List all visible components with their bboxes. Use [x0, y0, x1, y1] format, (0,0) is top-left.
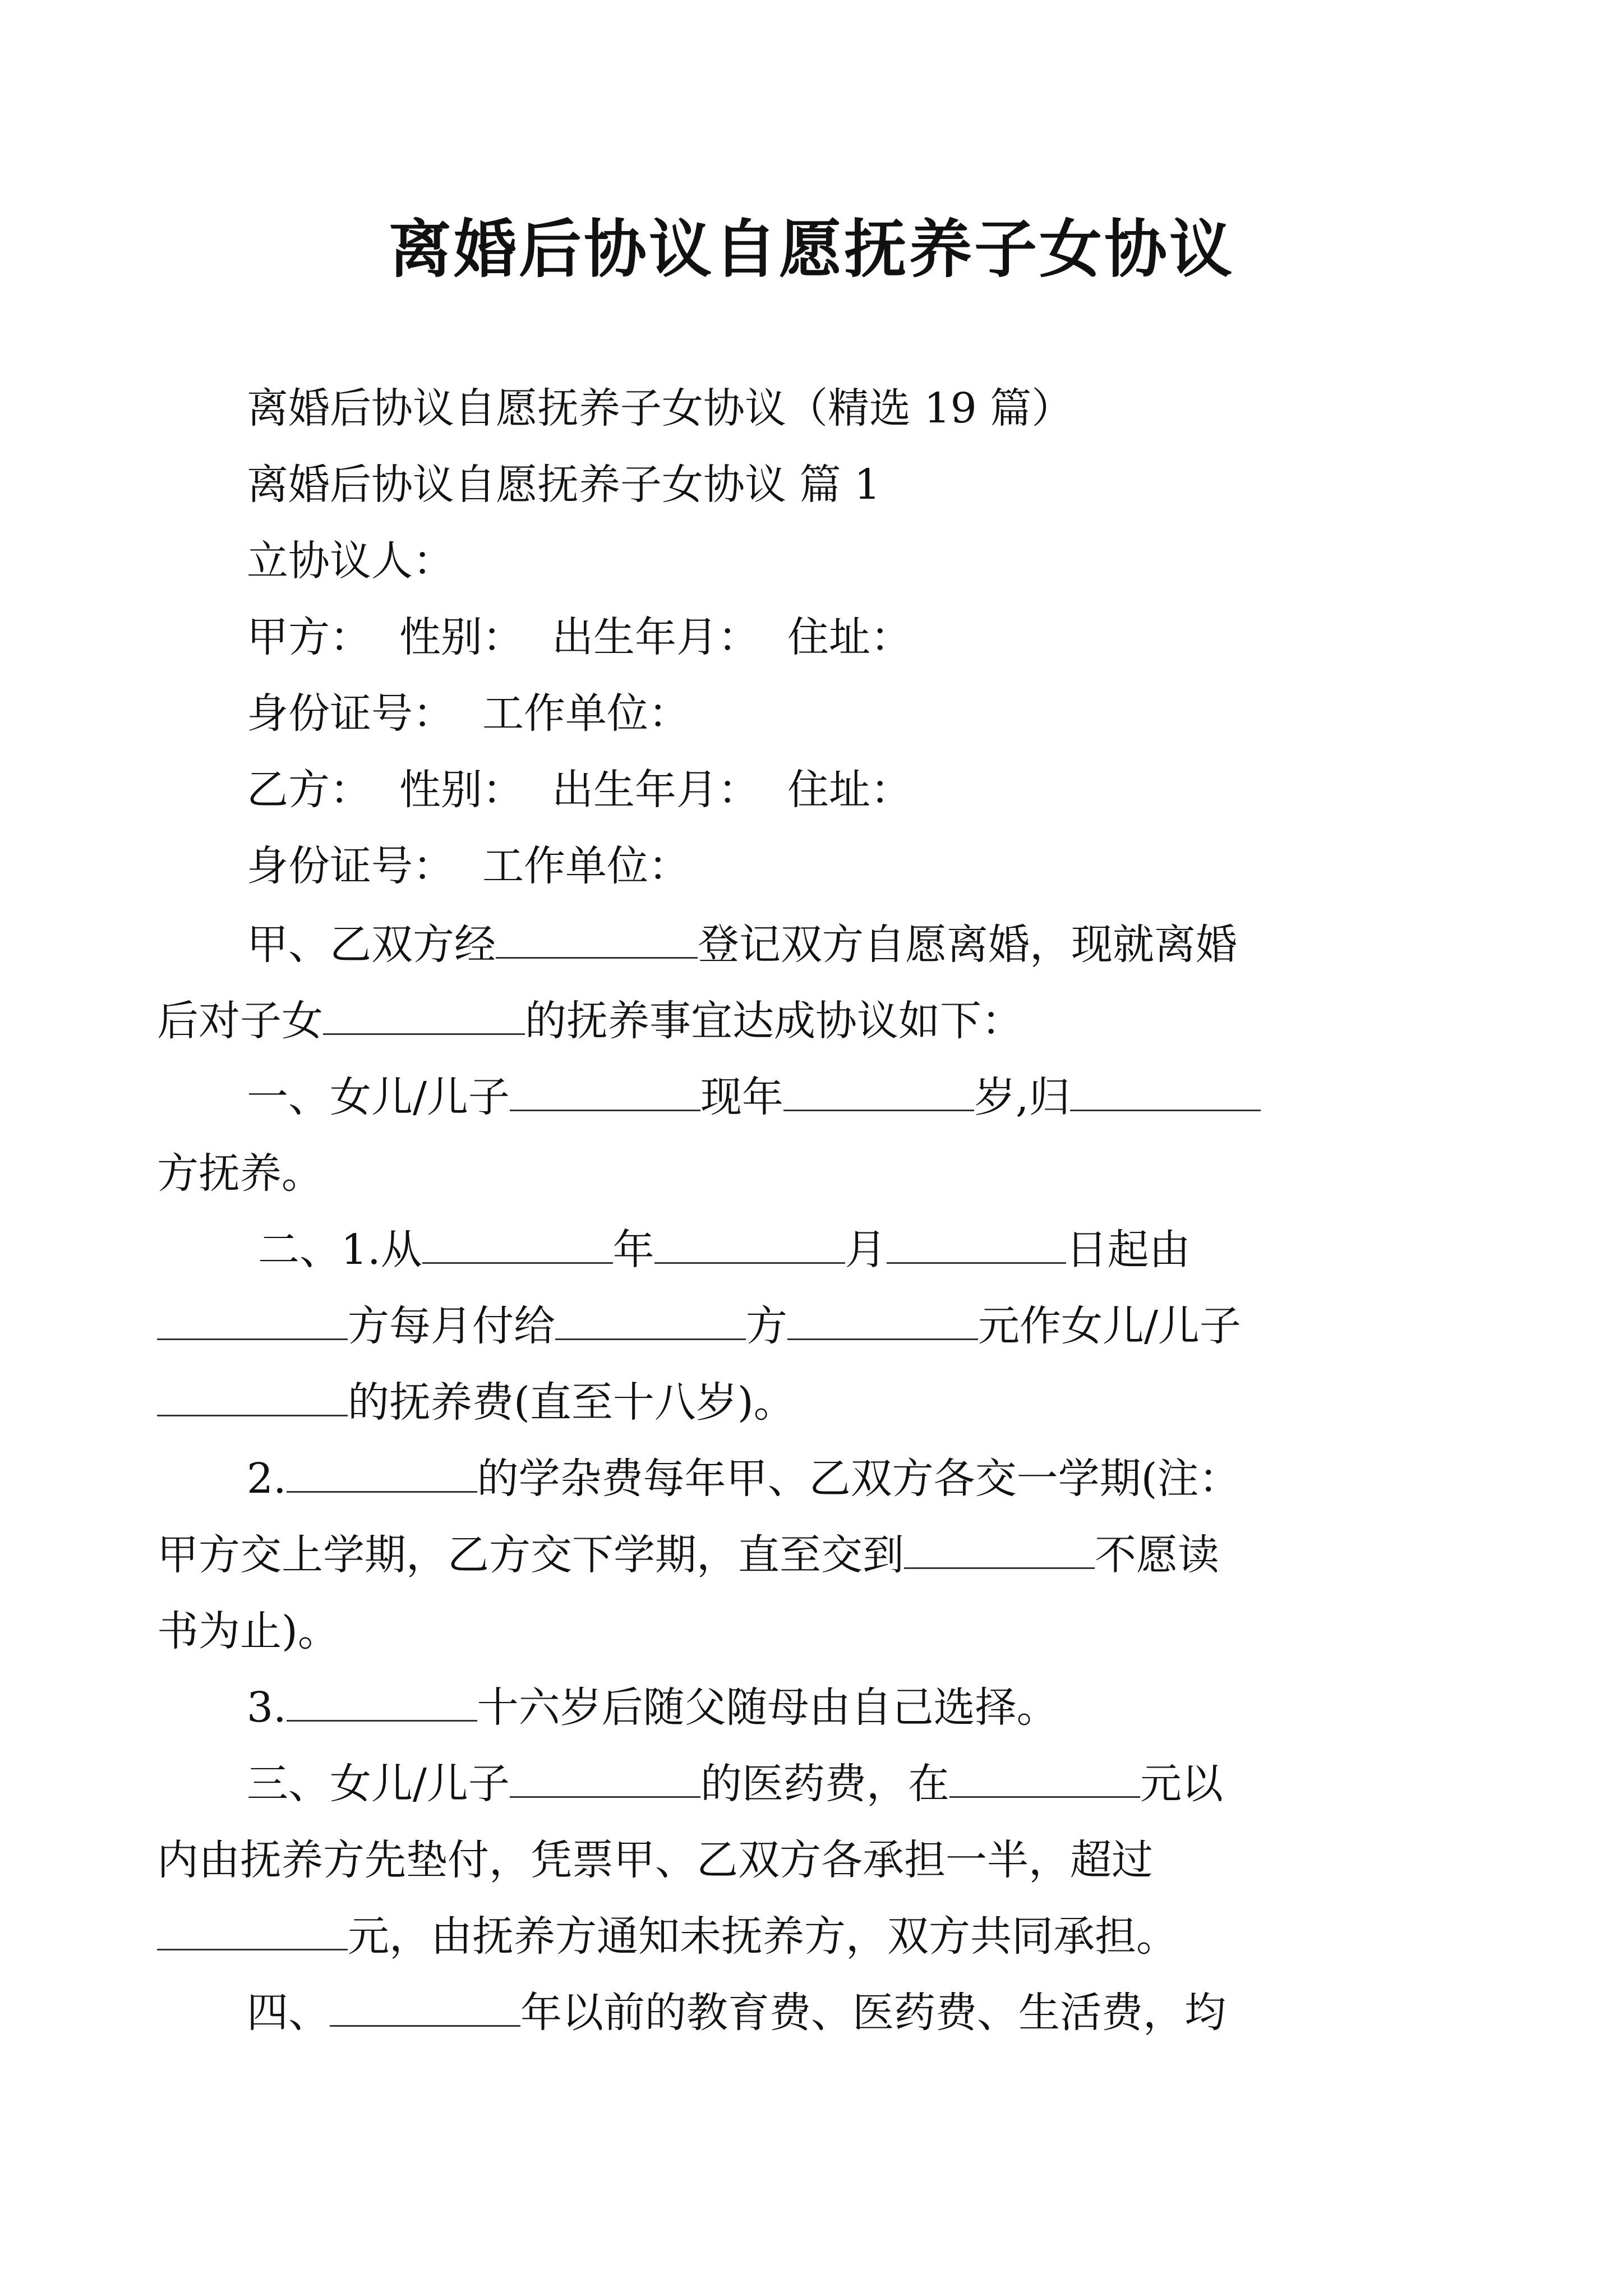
work-label: 工作单位：: [482, 842, 690, 890]
blank-field: [555, 1336, 746, 1340]
para-6-line-2: [157, 1822, 1380, 1898]
para-2-line-1: [247, 1059, 1380, 1135]
text-run: 四、: [247, 1989, 330, 2037]
para-4-line-3: [157, 1593, 1380, 1669]
para-6-line-1: [247, 1746, 1380, 1822]
text-run: 日起由: [1066, 1226, 1191, 1274]
blank-field: [330, 2023, 520, 2027]
party-b-id-line: [247, 828, 1380, 904]
para-3-line-1: [258, 1212, 1380, 1288]
para-1-line-1: [247, 907, 1380, 983]
text-run: 2.: [247, 1455, 287, 1503]
id-label: 身份证号：: [247, 689, 454, 738]
text-run: 二、1.从: [258, 1226, 422, 1274]
gender-label: 性别：: [399, 613, 524, 661]
text-run: 的抚养费(直至十八岁)。: [348, 1378, 795, 1427]
blank-field: [787, 1336, 978, 1340]
text-run: 方: [746, 1302, 787, 1350]
text-run: 的学杂费每年甲、乙双方各交一学期(注：: [477, 1455, 1241, 1503]
text-run: 元，由抚养方通知未抚养方，双方共同承担。: [348, 1912, 1178, 1961]
signers-label: 立协议人：: [247, 537, 454, 585]
text-run: 现年: [700, 1073, 783, 1121]
text-run: 三、女儿/儿子: [247, 1760, 510, 1808]
text-run: 不愿读: [1095, 1531, 1219, 1579]
text-run: 十六岁后随父随母由自己选择。: [477, 1683, 1058, 1732]
text-run: 元以: [1140, 1760, 1223, 1808]
para-4-line-2: [157, 1517, 1380, 1593]
blank-field: [949, 1794, 1140, 1798]
work-label: 工作单位：: [482, 689, 690, 738]
section-heading: 离婚后协议自愿抚养子女协议 篇 1: [247, 461, 881, 509]
text-run: 年以前的教育费、医药费、生活费，均: [520, 1989, 1226, 2037]
para-6-line-3: [157, 1898, 1380, 1975]
birth-label: 出生年月：: [552, 613, 759, 661]
blank-field: [287, 1718, 477, 1722]
document-title: 离婚后协议自愿抚养子女协议: [389, 213, 1234, 286]
text-run: 方每月付给: [348, 1302, 555, 1350]
party-a-label: 甲方：: [247, 613, 371, 661]
blank-field: [1070, 1107, 1261, 1111]
subtitle: 离婚后协议自愿抚养子女协议（精选 19 篇）: [247, 384, 1073, 432]
blank-field: [287, 1489, 477, 1493]
party-a-id-line: [247, 675, 1380, 752]
text-run: 月: [845, 1226, 887, 1274]
blank-field: [157, 1336, 348, 1340]
text-run: 3.: [247, 1683, 287, 1732]
text-run: 方抚养。: [157, 1149, 323, 1198]
blank-field: [157, 1947, 348, 1950]
text-run: 的医药费，在: [700, 1760, 949, 1808]
blank-field: [783, 1107, 974, 1111]
blank-field: [654, 1260, 845, 1264]
blank-field: [887, 1260, 1066, 1264]
para-5-line-1: [247, 1669, 1380, 1746]
para-4-line-1: [247, 1441, 1380, 1517]
address-label: 住址：: [787, 766, 912, 814]
text-run: 的抚养事宜达成协议如下：: [525, 997, 1023, 1045]
text-run: 一、女儿/儿子: [247, 1073, 510, 1121]
blank-field: [422, 1260, 613, 1264]
blank-field: [323, 1031, 525, 1035]
para-3-line-2: [157, 1288, 1380, 1364]
party-b-label: 乙方：: [247, 766, 371, 814]
address-label: 住址：: [787, 613, 912, 661]
blank-field: [496, 955, 698, 959]
text-run: 甲、乙双方经: [247, 921, 496, 969]
text-run: 年: [612, 1226, 654, 1274]
text-run: 甲方交上学期，乙方交下学期，直至交到: [157, 1531, 904, 1579]
party-a-line: [247, 599, 1380, 675]
text-run: 元作女儿/儿子: [978, 1302, 1241, 1350]
text-run: 登记双方自愿离婚，现就离婚: [698, 921, 1237, 969]
blank-field: [904, 1565, 1095, 1569]
gender-label: 性别：: [399, 766, 524, 814]
text-run: 岁,归: [974, 1073, 1071, 1121]
para-7-line-1: [247, 1975, 1380, 2051]
blank-field: [510, 1107, 700, 1111]
para-3-line-3: [157, 1364, 1380, 1441]
para-2-line-2: [157, 1135, 1380, 1212]
para-1-line-2: [157, 983, 1380, 1059]
text-run: 后对子女: [157, 997, 323, 1045]
party-b-line: [247, 752, 1380, 828]
blank-field: [157, 1412, 348, 1416]
document-body: [157, 370, 1380, 2051]
blank-field: [510, 1794, 700, 1798]
text-run: 内由抚养方先垫付，凭票甲、乙双方各承担一半，超过: [157, 1836, 1153, 1884]
birth-label: 出生年月：: [552, 766, 759, 814]
id-label: 身份证号：: [247, 842, 454, 890]
text-run: 书为止)。: [157, 1607, 339, 1655]
